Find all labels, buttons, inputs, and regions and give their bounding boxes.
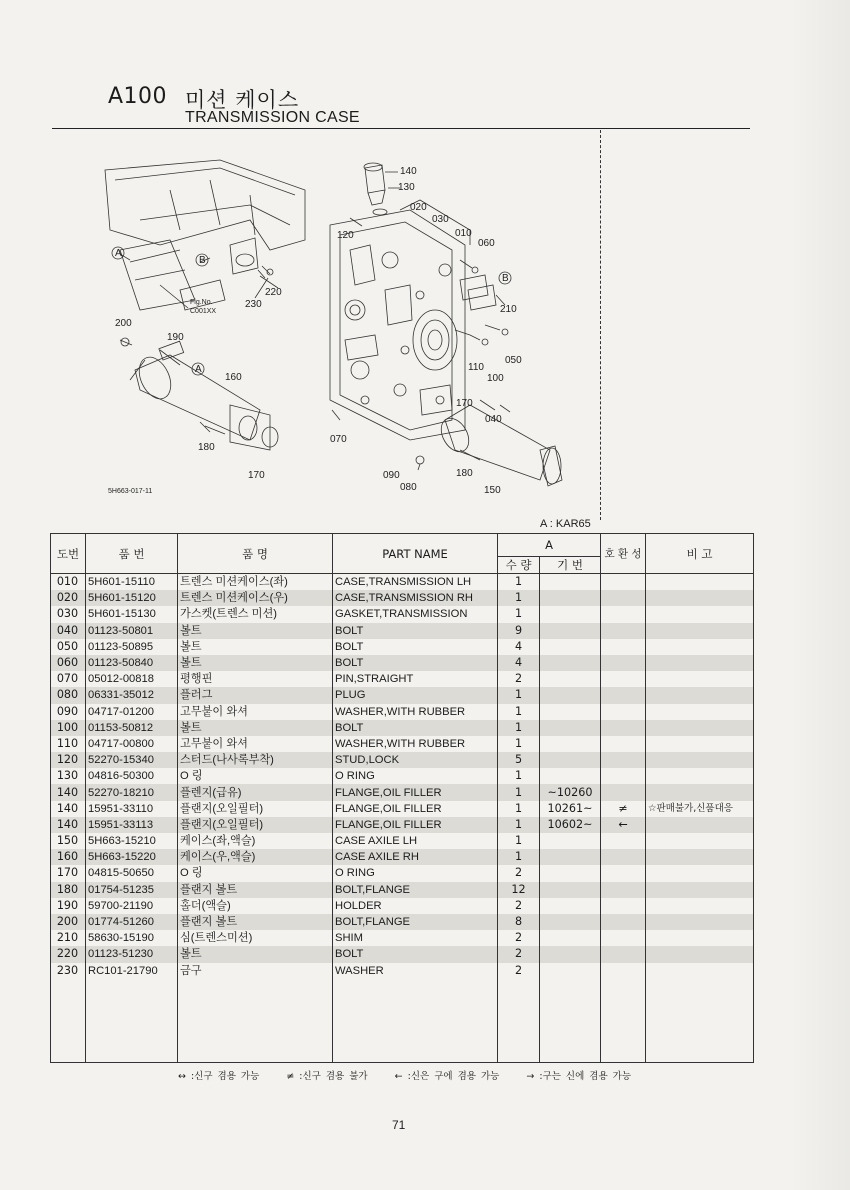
cell-ic (601, 623, 646, 639)
ref-circle-a-lower: A (195, 364, 202, 375)
table-row (51, 865, 754, 881)
cell-no: 170 (51, 865, 86, 881)
cell-ss: ~10260 (540, 784, 601, 800)
cell-kr: 플랜지 볼트 (178, 882, 333, 898)
cell-qty: 8 (498, 914, 540, 930)
table-row (51, 784, 754, 800)
col-header-qty: 수 량 (498, 557, 540, 574)
cell-kr: 평행핀 (178, 671, 333, 687)
cell-kr: 플랜지(오일필터) (178, 801, 333, 817)
cell-kr: 케이스(좌,액슬) (178, 833, 333, 849)
cell-en: GASKET,TRANSMISSION (333, 606, 498, 622)
cell-en: HOLDER (333, 898, 498, 914)
cell-pn: 01123-50840 (86, 655, 178, 671)
cell-ic (601, 687, 646, 703)
callout-090: 090 (383, 470, 400, 481)
model-label: A : KAR65 (540, 518, 591, 530)
cell-ss (540, 639, 601, 655)
cell-no: 010 (51, 574, 86, 591)
cell-en: WASHER (333, 963, 498, 979)
cell-no: 120 (51, 752, 86, 768)
cell-en: FLANGE,OIL FILLER (333, 817, 498, 833)
cell-no: 090 (51, 704, 86, 720)
cell-ss (540, 623, 601, 639)
cell-ss (540, 930, 601, 946)
cell-pn: 04717-00800 (86, 736, 178, 752)
cell-note (646, 817, 754, 833)
cell-ic (601, 736, 646, 752)
empty-cell (646, 979, 754, 1063)
cell-no: 070 (51, 671, 86, 687)
cell-ic: ← (601, 817, 646, 833)
cell-pn: 5H663-15220 (86, 849, 178, 865)
cell-note (646, 784, 754, 800)
page-title-korean: 미션 케이스 (185, 88, 300, 112)
table-row (51, 639, 754, 655)
ref-circle-b-left: B (199, 255, 206, 266)
cell-no: 160 (51, 849, 86, 865)
cell-ic (601, 882, 646, 898)
callout-160: 160 (225, 372, 242, 383)
cell-no: 030 (51, 606, 86, 622)
cell-pn: 15951-33113 (86, 817, 178, 833)
table-row (51, 833, 754, 849)
callout-220: 220 (265, 287, 282, 298)
callout-150: 150 (484, 485, 501, 496)
cell-en: BOLT (333, 655, 498, 671)
callout-020: 020 (410, 202, 427, 213)
cell-pn: 01123-50895 (86, 639, 178, 655)
interchange-legend (178, 1068, 653, 1082)
cell-qty: 1 (498, 606, 540, 622)
cell-kr: O 링 (178, 768, 333, 784)
callout-190: 190 (167, 332, 184, 343)
callout-230: 230 (245, 299, 262, 310)
cell-ic (601, 865, 646, 881)
table-row (51, 590, 754, 606)
cell-pn: RC101-21790 (86, 963, 178, 979)
callout-010: 010 (455, 228, 472, 239)
cell-ic (601, 720, 646, 736)
cell-kr: 트렌스 미션케이스(우) (178, 590, 333, 606)
table-filler-row (51, 979, 754, 1063)
cell-qty: 1 (498, 801, 540, 817)
cell-ss (540, 574, 601, 591)
cell-qty: 2 (498, 963, 540, 979)
cell-ic (601, 606, 646, 622)
cell-qty: 1 (498, 704, 540, 720)
cell-pn: 04816-50300 (86, 768, 178, 784)
table-row (51, 946, 754, 962)
cell-ss (540, 720, 601, 736)
cell-ss (540, 704, 601, 720)
parts-table-body (51, 574, 754, 1063)
cell-no: 140 (51, 801, 86, 817)
table-row (51, 736, 754, 752)
table-row (51, 914, 754, 930)
cell-note (646, 639, 754, 655)
cell-qty: 1 (498, 687, 540, 703)
cell-qty: 5 (498, 752, 540, 768)
table-row (51, 882, 754, 898)
cell-ss (540, 752, 601, 768)
cell-en: PIN,STRAIGHT (333, 671, 498, 687)
cell-no: 130 (51, 768, 86, 784)
cell-pn: 04815-50650 (86, 865, 178, 881)
col-header-name-en: PART NAME (333, 534, 498, 574)
cell-en: O RING (333, 768, 498, 784)
cell-pn: 5H601-15110 (86, 574, 178, 591)
cell-note (646, 849, 754, 865)
empty-cell (178, 979, 333, 1063)
cell-no: 210 (51, 930, 86, 946)
callout-170-left: 170 (248, 470, 265, 481)
cell-en: PLUG (333, 687, 498, 703)
callout-200: 200 (115, 318, 132, 329)
cell-no: 100 (51, 720, 86, 736)
cell-qty: 2 (498, 898, 540, 914)
cell-ic (601, 784, 646, 800)
exploded-parts-diagram (100, 150, 600, 500)
cell-note (646, 882, 754, 898)
cell-ic (601, 898, 646, 914)
cell-note (646, 946, 754, 962)
callout-180-right: 180 (456, 468, 473, 479)
cell-no: 190 (51, 898, 86, 914)
table-row (51, 930, 754, 946)
cell-en: BOLT (333, 623, 498, 639)
cell-pn: 5H601-15130 (86, 606, 178, 622)
callout-120: 120 (337, 230, 354, 241)
cell-note (646, 752, 754, 768)
callout-060: 060 (478, 238, 495, 249)
callout-040: 040 (485, 414, 502, 425)
callout-130: 130 (398, 182, 415, 193)
cell-pn: 01153-50812 (86, 720, 178, 736)
cell-no: 140 (51, 817, 86, 833)
callout-030: 030 (432, 214, 449, 225)
empty-cell (498, 979, 540, 1063)
callout-080: 080 (400, 482, 417, 493)
cell-ic (601, 963, 646, 979)
cell-ss (540, 768, 601, 784)
table-row (51, 574, 754, 591)
cell-qty: 12 (498, 882, 540, 898)
cell-en: BOLT (333, 720, 498, 736)
cell-ss (540, 898, 601, 914)
section-code: A100 (108, 84, 168, 109)
cell-note (646, 704, 754, 720)
legend-item-old-to-new: → :구는 신에 겸용 가능 (526, 1071, 631, 1082)
cell-ic (601, 752, 646, 768)
cell-pn: 15951-33110 (86, 801, 178, 817)
table-row (51, 687, 754, 703)
cell-kr: 볼트 (178, 655, 333, 671)
cell-no: 220 (51, 946, 86, 962)
cell-qty: 2 (498, 865, 540, 881)
cell-note (646, 865, 754, 881)
cell-kr: 스터드(나사록부착) (178, 752, 333, 768)
cell-note (646, 606, 754, 622)
cell-ss (540, 963, 601, 979)
cell-pn: 5H663-15210 (86, 833, 178, 849)
col-header-group: A (498, 534, 601, 557)
cell-kr: 케이스(우,액슬) (178, 849, 333, 865)
cell-ss (540, 914, 601, 930)
cell-en: SHIM (333, 930, 498, 946)
table-row (51, 720, 754, 736)
cell-en: FLANGE,OIL FILLER (333, 801, 498, 817)
cell-kr: 가스켓(트렌스 미션) (178, 606, 333, 622)
cell-en: CASE,TRANSMISSION LH (333, 574, 498, 591)
cell-ic (601, 930, 646, 946)
col-header-part-no: 품 번 (86, 534, 178, 574)
cell-ss (540, 606, 601, 622)
page-title-english: TRANSMISSION CASE (185, 109, 360, 126)
cell-pn: 01123-50801 (86, 623, 178, 639)
callout-100: 100 (487, 373, 504, 384)
cell-en: CASE AXILE RH (333, 849, 498, 865)
table-row (51, 655, 754, 671)
cell-ic (601, 671, 646, 687)
table-row (51, 801, 754, 817)
fig-no-value: C001XX (190, 308, 217, 315)
cell-kr: 고무붙이 와셔 (178, 704, 333, 720)
cell-ic (601, 849, 646, 865)
cell-ic (601, 655, 646, 671)
cell-qty: 1 (498, 736, 540, 752)
cell-ss (540, 590, 601, 606)
cell-ss (540, 736, 601, 752)
callout-180-left: 180 (198, 442, 215, 453)
cell-pn: 06331-35012 (86, 687, 178, 703)
cell-en: WASHER,WITH RUBBER (333, 704, 498, 720)
cell-note (646, 736, 754, 752)
cell-note (646, 590, 754, 606)
page-fold-dashed-line (600, 130, 601, 520)
table-row (51, 704, 754, 720)
cell-pn: 52270-15340 (86, 752, 178, 768)
cell-kr: 볼트 (178, 623, 333, 639)
cell-en: STUD,LOCK (333, 752, 498, 768)
cell-ss (540, 833, 601, 849)
cell-en: CASE AXILE LH (333, 833, 498, 849)
cell-ic (601, 946, 646, 962)
cell-no: 020 (51, 590, 86, 606)
col-header-name-kr: 품 명 (178, 534, 333, 574)
cell-qty: 1 (498, 833, 540, 849)
cell-note (646, 914, 754, 930)
cell-qty: 2 (498, 930, 540, 946)
cell-qty: 1 (498, 574, 540, 591)
cell-no: 140 (51, 784, 86, 800)
cell-ss: 10261~ (540, 801, 601, 817)
cell-no: 040 (51, 623, 86, 639)
cell-note (646, 720, 754, 736)
cell-no: 050 (51, 639, 86, 655)
cell-pn: 52270-18210 (86, 784, 178, 800)
cell-note (646, 963, 754, 979)
cell-pn: 01123-51230 (86, 946, 178, 962)
cell-no: 230 (51, 963, 86, 979)
cell-kr: 플랜지 볼트 (178, 914, 333, 930)
cell-note (646, 768, 754, 784)
cell-ic (601, 704, 646, 720)
cell-kr: 플랜지(오일필터) (178, 817, 333, 833)
col-header-interchange: 호 환 성 (601, 534, 646, 574)
title-underline (52, 128, 750, 129)
cell-kr: 트렌스 미션케이스(좌) (178, 574, 333, 591)
legend-item-none: ≠ :신구 겸용 불가 (286, 1071, 368, 1082)
cell-en: WASHER,WITH RUBBER (333, 736, 498, 752)
cell-pn: 59700-21190 (86, 898, 178, 914)
cell-kr: 고무붙이 와셔 (178, 736, 333, 752)
cell-no: 080 (51, 687, 86, 703)
cell-kr: 금구 (178, 963, 333, 979)
ref-circle-a-top: A (115, 248, 122, 259)
cell-ic (601, 590, 646, 606)
cell-pn: 5H601-15120 (86, 590, 178, 606)
cell-no: 150 (51, 833, 86, 849)
cell-qty: 1 (498, 720, 540, 736)
callout-110: 110 (468, 362, 484, 373)
cell-qty: 1 (498, 817, 540, 833)
col-header-note: 비 고 (646, 534, 754, 574)
table-row (51, 623, 754, 639)
ref-circle-b-right: B (502, 273, 509, 284)
fig-no-label: Fig.No. (190, 299, 213, 306)
cell-note (646, 898, 754, 914)
cell-ss (540, 882, 601, 898)
cell-ss (540, 687, 601, 703)
cell-qty: 1 (498, 768, 540, 784)
empty-cell (86, 979, 178, 1063)
cell-en: CASE,TRANSMISSION RH (333, 590, 498, 606)
legend-item-new-to-old: ← :신은 구에 겸용 가능 (394, 1071, 500, 1082)
cell-kr: O 링 (178, 865, 333, 881)
cell-note: ☆판매불가,신품대응 (646, 801, 754, 817)
cell-ic (601, 768, 646, 784)
table-row (51, 817, 754, 833)
callout-140: 140 (400, 166, 417, 177)
cell-en: BOLT (333, 946, 498, 962)
cell-qty: 1 (498, 590, 540, 606)
callout-170-right: 170 (456, 398, 473, 409)
cell-ss (540, 849, 601, 865)
cell-kr: 심(트렌스미션) (178, 930, 333, 946)
cell-note (646, 671, 754, 687)
cell-note (646, 930, 754, 946)
cell-en: BOLT,FLANGE (333, 882, 498, 898)
cell-qty: 2 (498, 671, 540, 687)
col-header-serial: 기 번 (540, 557, 601, 574)
cell-no: 180 (51, 882, 86, 898)
cell-note (646, 833, 754, 849)
callout-050: 050 (505, 355, 522, 366)
cell-qty: 9 (498, 623, 540, 639)
cell-note (646, 655, 754, 671)
cell-kr: 볼트 (178, 639, 333, 655)
table-row (51, 671, 754, 687)
cell-ss (540, 671, 601, 687)
cell-kr: 볼트 (178, 720, 333, 736)
col-header-no: 도번 (51, 534, 86, 574)
cell-qty: 1 (498, 784, 540, 800)
cell-kr: 플러그 (178, 687, 333, 703)
cell-ic (601, 574, 646, 591)
cell-no: 200 (51, 914, 86, 930)
empty-cell (540, 979, 601, 1063)
cell-en: FLANGE,OIL FILLER (333, 784, 498, 800)
cell-no: 060 (51, 655, 86, 671)
table-row (51, 898, 754, 914)
callout-070: 070 (330, 434, 347, 445)
table-row (51, 849, 754, 865)
empty-cell (51, 979, 86, 1063)
cell-ss (540, 655, 601, 671)
cell-pn: 04717-01200 (86, 704, 178, 720)
callout-210: 210 (500, 304, 517, 315)
cell-ss: 10602~ (540, 817, 601, 833)
cell-note (646, 687, 754, 703)
cell-ss (540, 865, 601, 881)
cell-pn: 58630-15190 (86, 930, 178, 946)
cell-pn: 05012-00818 (86, 671, 178, 687)
cell-qty: 4 (498, 655, 540, 671)
drawing-code: 5H663-017-11 (108, 488, 153, 495)
cell-ic (601, 914, 646, 930)
table-row (51, 768, 754, 784)
legend-item-both: ↔ :신구 겸용 가능 (178, 1071, 260, 1082)
cell-qty: 4 (498, 639, 540, 655)
cell-kr: 볼트 (178, 946, 333, 962)
cell-en: BOLT,FLANGE (333, 914, 498, 930)
table-row (51, 752, 754, 768)
cell-en: BOLT (333, 639, 498, 655)
cell-ic (601, 833, 646, 849)
cell-pn: 01754-51235 (86, 882, 178, 898)
cell-no: 110 (51, 736, 86, 752)
cell-en: O RING (333, 865, 498, 881)
cell-ss (540, 946, 601, 962)
parts-table (50, 533, 754, 1063)
page-edge-shadow (790, 0, 850, 1190)
cell-qty: 2 (498, 946, 540, 962)
table-row (51, 963, 754, 979)
cell-note (646, 623, 754, 639)
table-row (51, 606, 754, 622)
cell-kr: 홀더(액슬) (178, 898, 333, 914)
page-number: 71 (392, 1118, 406, 1132)
cell-kr: 플렌지(급유) (178, 784, 333, 800)
empty-cell (601, 979, 646, 1063)
cell-ic: ≠ (601, 801, 646, 817)
cell-note (646, 574, 754, 591)
cell-ic (601, 639, 646, 655)
empty-cell (333, 979, 498, 1063)
cell-pn: 01774-51260 (86, 914, 178, 930)
cell-qty: 1 (498, 849, 540, 865)
